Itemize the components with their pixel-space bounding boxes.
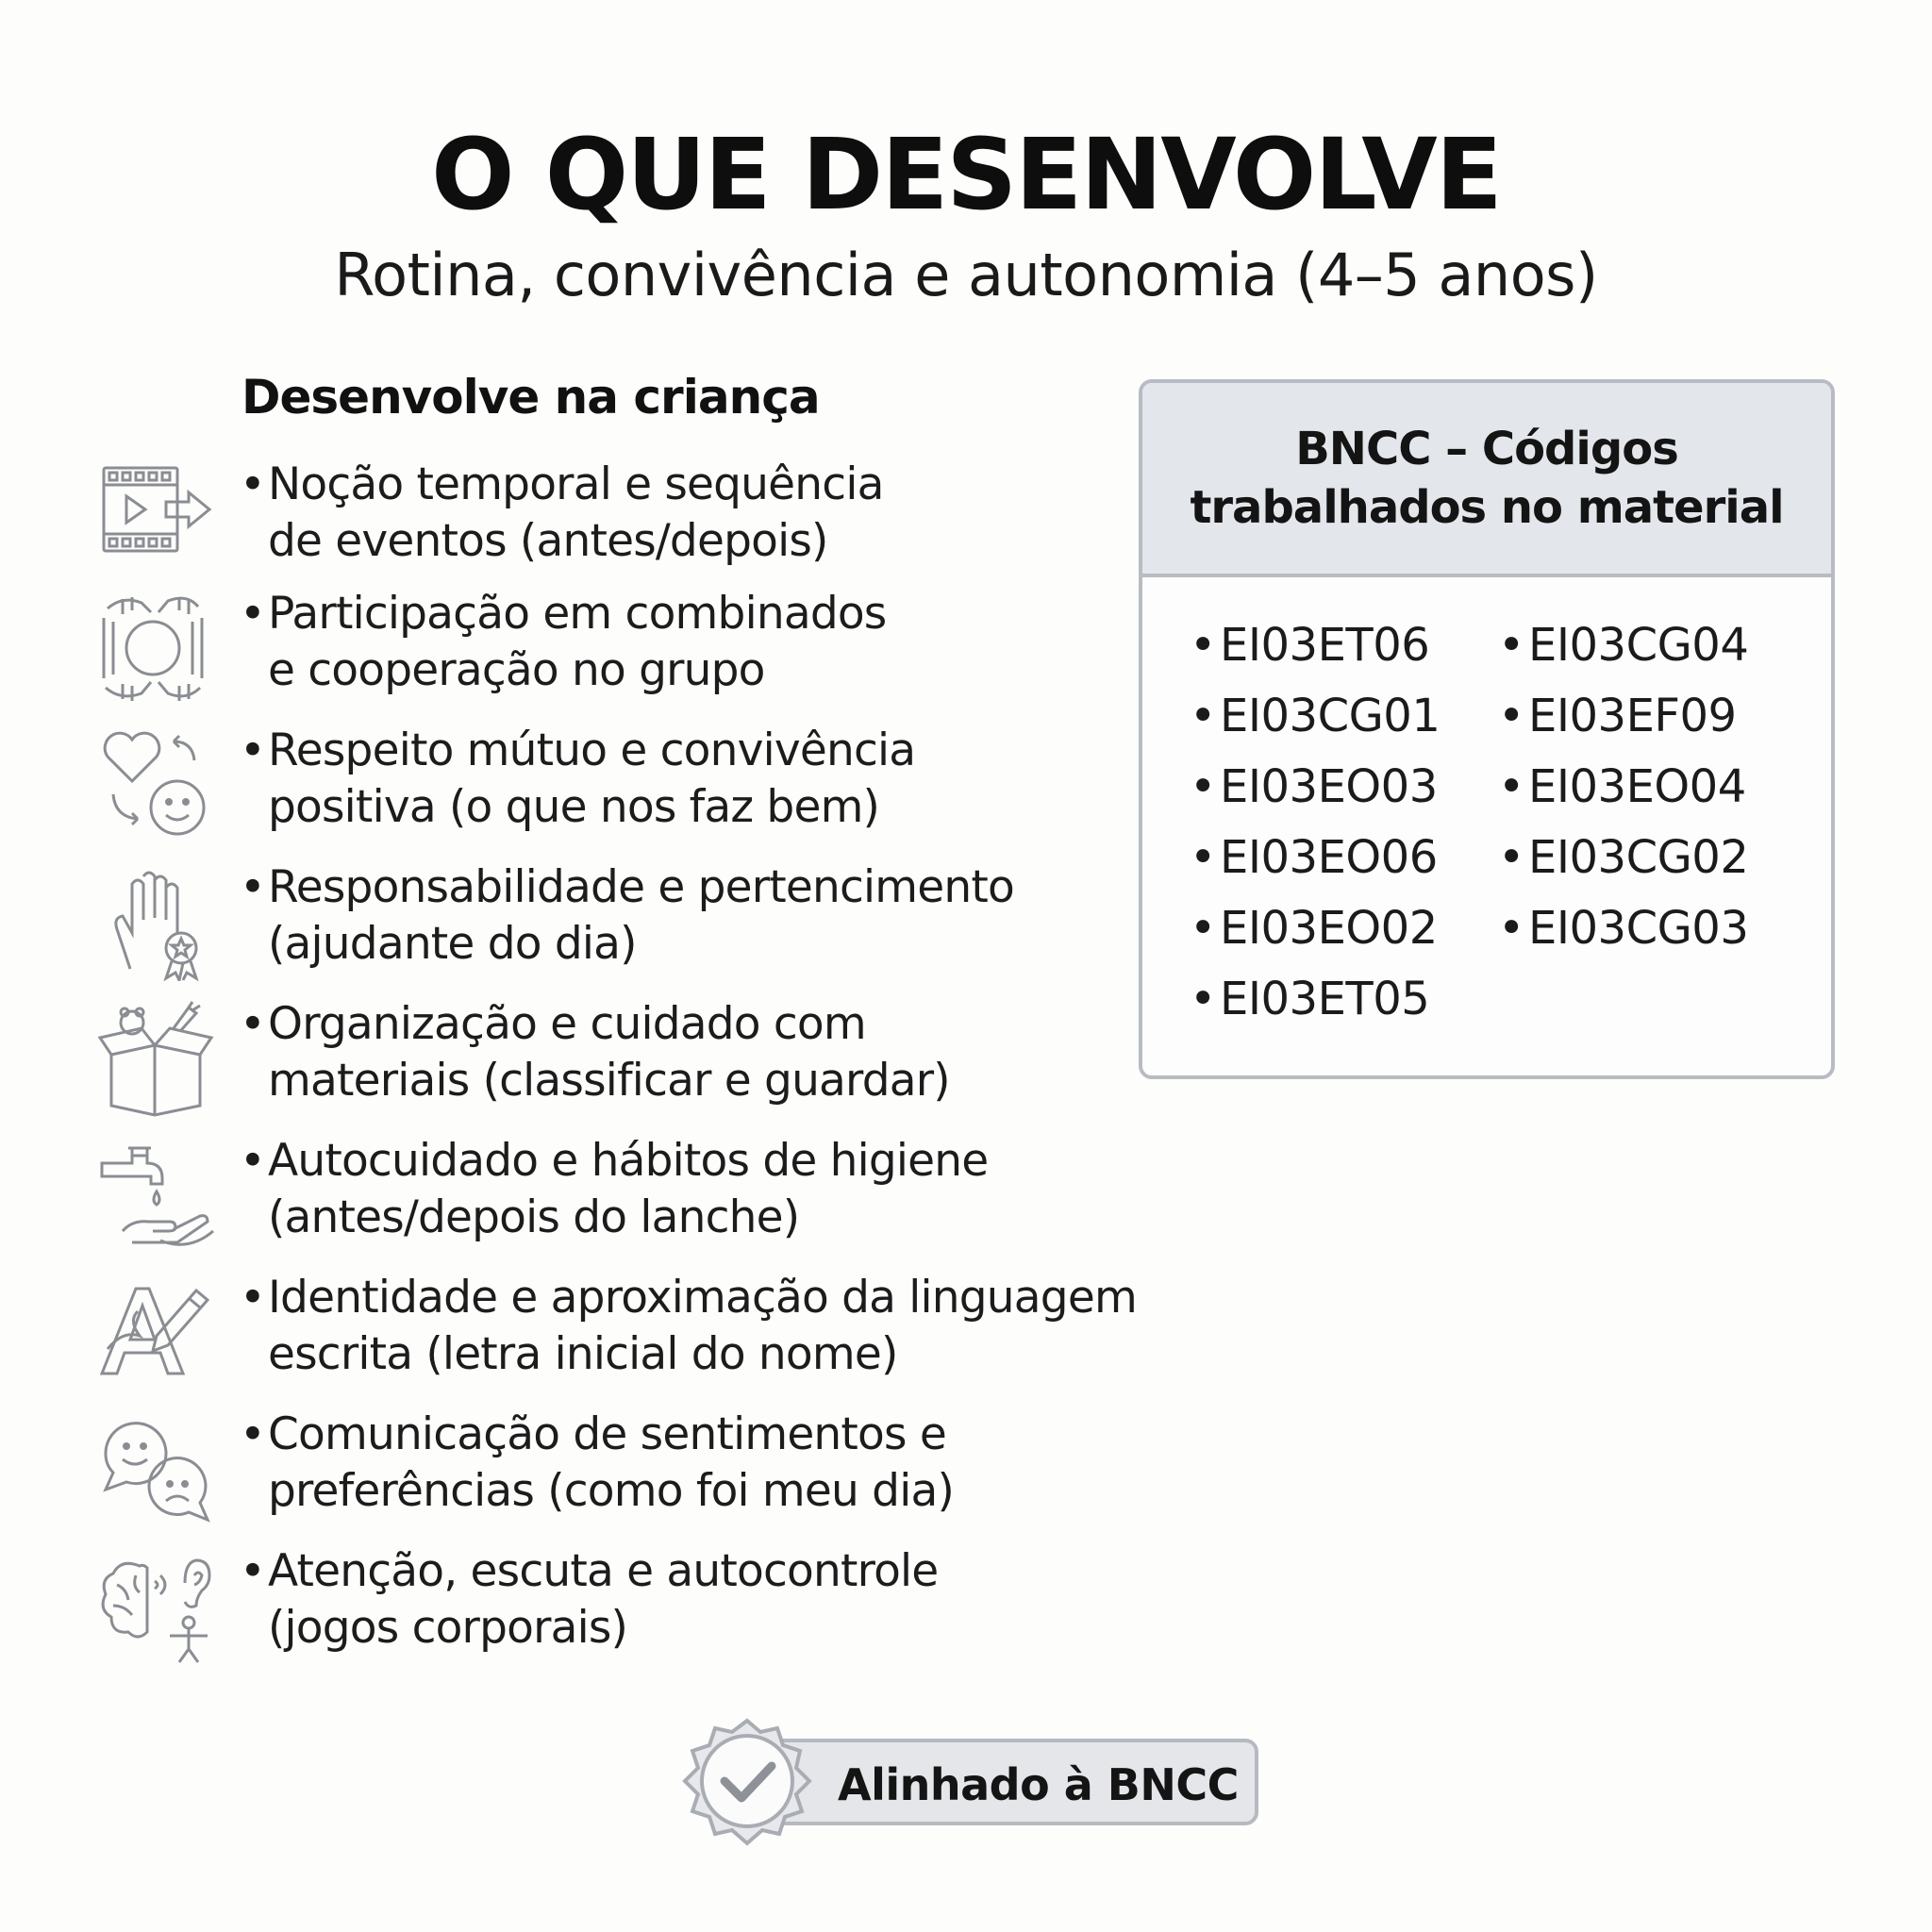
timeline-film-icon [94,460,217,578]
item-text: •Identidade e aproximação da linguagem escrita (letra inicial do nome) [240,1270,1137,1383]
list-item [94,460,1226,583]
letter-pencil-icon [94,1274,217,1391]
item-text: •Organização e cuidado com materiais (classificar e guardar) [240,996,950,1109]
item-line-2: (ajudante do dia) [268,918,637,970]
check-seal-icon [672,1709,823,1855]
item-line-1: Organização e cuidado com [268,998,866,1050]
page-title: O QUE DESENVOLVE [431,117,1501,232]
group-hands-icon [94,590,217,708]
item-text: •Comunicação de sentimentos e preferências (como foi meu dia) [240,1407,954,1520]
item-text: •Respeito mútuo e convivência positiva (o que nos faz bem) [240,723,915,836]
item-line-1: Responsabilidade e pertencimento [268,861,1014,913]
bncc-panel-title-line-1: BNCC – Códigos [1295,423,1678,475]
item-line-1: Participação em combinados [268,588,887,640]
badge-label: Alinhado à BNCC [838,1759,1239,1810]
item-text: •Participação em combinados e cooperação no grupo [240,586,887,699]
item-line-2: (jogos corporais) [268,1602,628,1654]
raised-hand-medal-icon [94,863,217,981]
bncc-codes-panel [1139,379,1835,1079]
bncc-code: •EI03ET05 [1190,973,1430,1025]
bncc-code: •EI03EO02 [1190,902,1438,955]
bncc-code: •EI03CG02 [1498,831,1749,884]
bncc-code: •EI03EO06 [1190,831,1438,884]
item-line-1: Comunicação de sentimentos e [268,1408,946,1460]
item-line-2: escrita (letra inicial do nome) [268,1328,898,1380]
item-line-1: Noção temporal e sequência [268,458,884,510]
item-line-2: preferências (como foi meu dia) [268,1465,954,1517]
item-text: •Autocuidado e hábitos de higiene (antes/depois do lanche) [240,1133,988,1246]
emotion-bubbles-icon [94,1410,217,1528]
list-item [94,1410,1226,1533]
bncc-code: •EI03EO03 [1190,760,1438,813]
list-item [94,726,1226,849]
item-line-1: Autocuidado e hábitos de higiene [268,1135,989,1187]
item-text: •Responsabilidade e pertencimento (ajudante do dia) [240,859,1014,973]
list-item [94,863,1226,986]
section-title: Desenvolve na criança [242,370,820,425]
list-item [94,1274,1226,1396]
list-item [94,1547,1226,1670]
bncc-code: •EI03CG04 [1498,619,1749,672]
list-item [94,1000,1226,1123]
bncc-code: •EI03CG01 [1190,690,1441,742]
page-subtitle: Rotina, convivência e autonomia (4–5 anos) [334,241,1598,309]
bncc-panel-title-line-2: trabalhados no material [1190,481,1784,534]
item-line-2: e cooperação no grupo [268,644,765,696]
bncc-code: •EI03ET06 [1190,619,1430,672]
bncc-code: •EI03EF09 [1498,690,1737,742]
item-line-2: de eventos (antes/depois) [268,515,828,567]
bncc-code: •EI03CG03 [1498,902,1749,955]
item-line-1: Respeito mútuo e convivência [268,724,916,776]
item-line-2: materiais (classificar e guardar) [268,1055,950,1107]
item-line-1: Atenção, escuta e autocontrole [268,1545,939,1597]
bncc-code: •EI03EO04 [1498,760,1746,813]
brain-ear-body-icon [94,1547,217,1665]
item-line-2: positiva (o que nos faz bem) [268,781,880,833]
bncc-panel-header [1142,383,1831,577]
list-item [94,1137,1226,1259]
bncc-aligned-badge [672,1709,1262,1855]
heart-smiley-icon [94,726,217,844]
item-line-1: Identidade e aproximação da linguagem [268,1272,1137,1324]
item-text: •Atenção, escuta e autocontrole (jogos corporais) [240,1543,938,1657]
item-line-2: (antes/depois do lanche) [268,1191,800,1243]
faucet-hand-icon [94,1137,217,1255]
list-item [94,590,1226,712]
item-text: •Noção temporal e sequência de eventos (antes/depois) [240,457,884,570]
toy-box-icon [94,1000,217,1118]
